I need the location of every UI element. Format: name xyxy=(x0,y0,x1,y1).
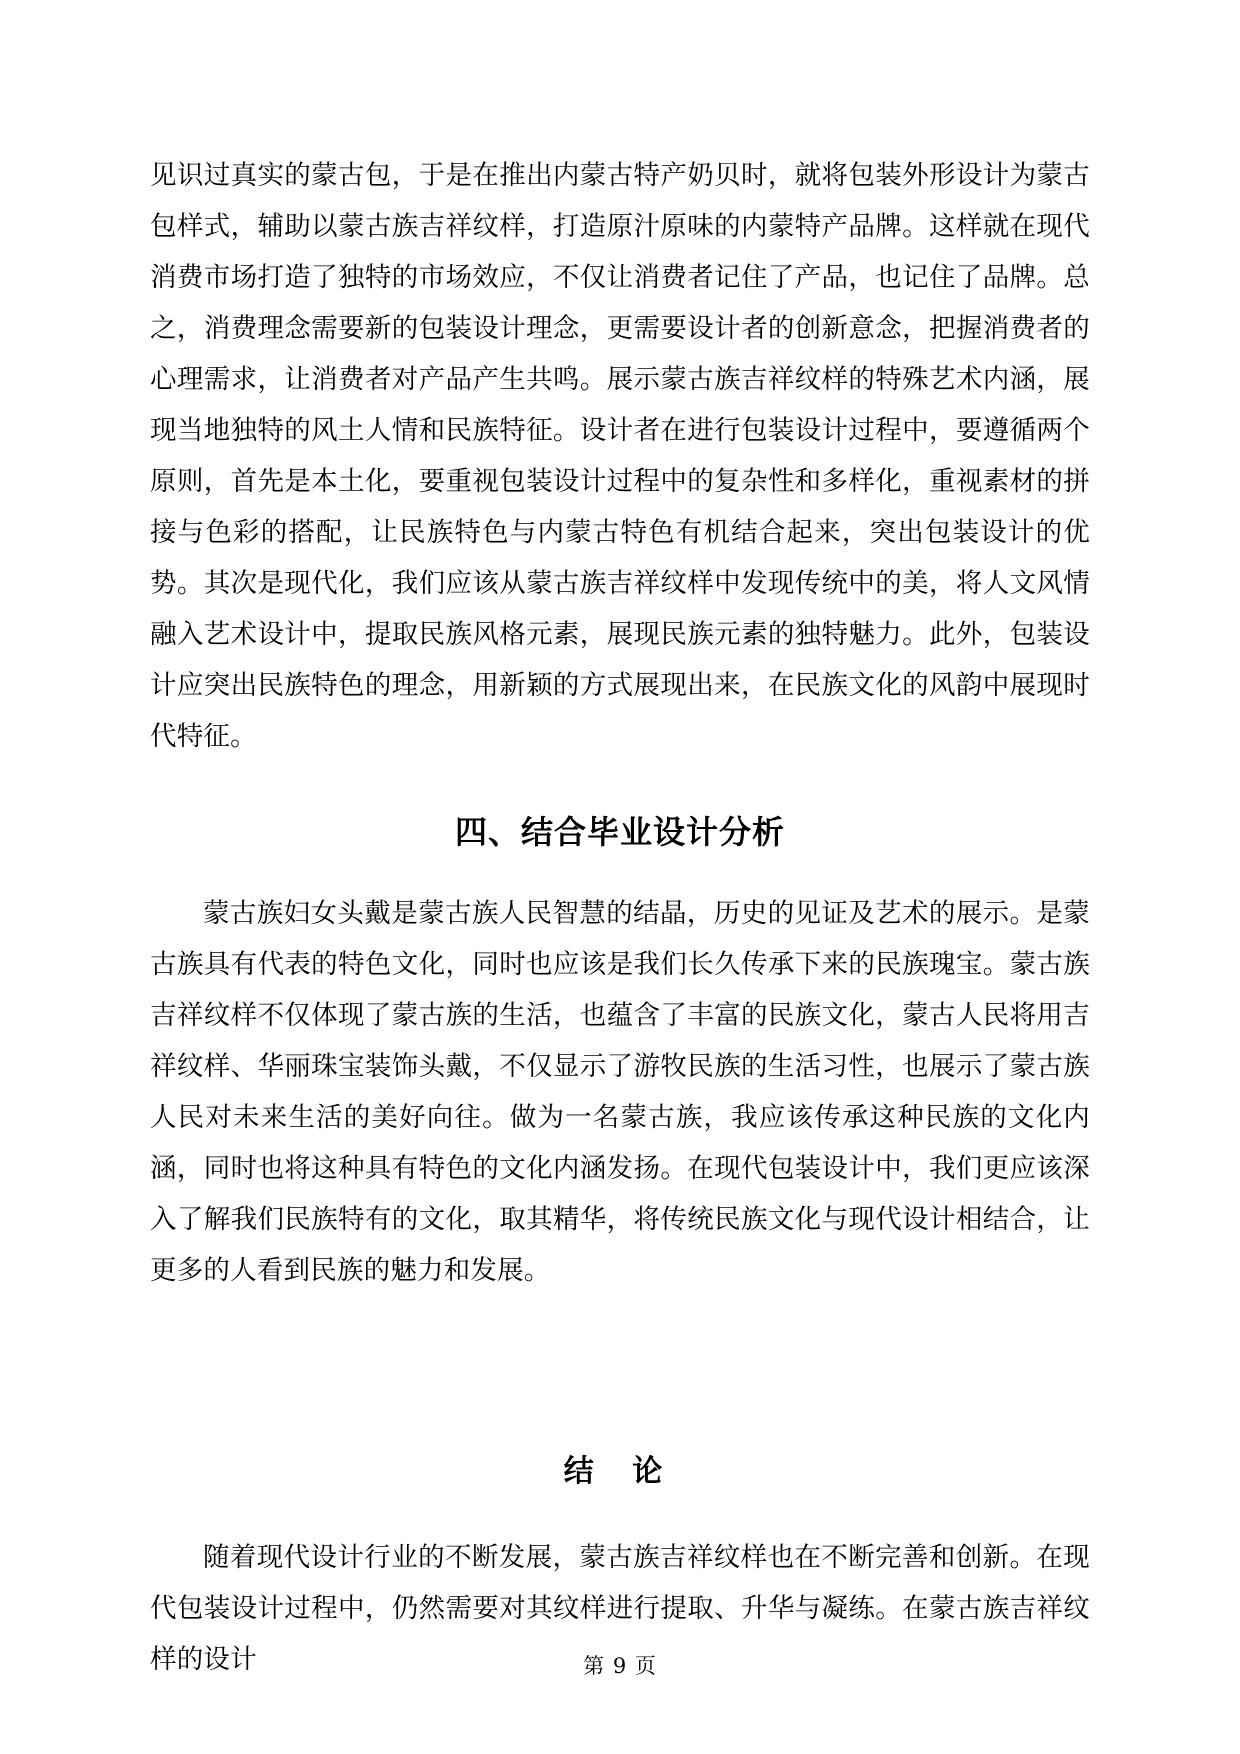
paragraph-continuation: 见识过真实的蒙古包，于是在推出内蒙古特产奶贝时，就将包装外形设计为蒙古包样式，辅助以蒙古族吉祥纹样，打造原汁原味的内蒙特产品牌。这样就在现代消费市场打造了独特的市场效应，不仅让消费者记住了产品，也记住了品牌。总之，消费理念需要新的包装设计理念，更需要设计者的创新意念，把握消费者的心理需求，让消费者对产品产生共鸣。展示蒙古族吉祥纹样的特殊艺术内涵，展现当地独特的风土人情和民族特征。设计者在进行包装设计过程中，要遵循两个原则，首先是本土化，要重视包装设计过程中的复杂性和多样化，重视素材的拼接与色彩的搭配，让民族特色与内蒙古特色有机结合起来，突出包装设计的优势。其次是现代化，我们应该从蒙古族吉祥纹样中发现传统中的美，将人文风情融入艺术设计中，提取民族风格元素，展现民族元素的独特魅力。此外，包装设计应突出民族特色的理念，用新颖的方式展现出来，在民族文化的风韵中展现时代特征。 xyxy=(150,160,1090,752)
conclusion-paragraph: 随着现代设计行业的不断发展，蒙古族吉祥纹样也在不断完善和创新。在现代包装设计过程中，仍然需要对其纹样进行提取、升华与凝练。在蒙古族吉祥纹样的设计 xyxy=(150,1542,1090,1675)
vertical-spacer xyxy=(150,1296,1090,1446)
section-paragraph: 蒙古族妇女头戴是蒙古族人民智慧的结晶，历史的见证及艺术的展示。是蒙古族具有代表的特色文化，同时也应该是我们长久传承下来的民族瑰宝。蒙古族吉祥纹样不仅体现了蒙古族的生活，也蕴含了丰富的民族文化，蒙古人民将用吉祥纹样、华丽珠宝装饰头戴，不仅显示了游牧民族的生活习性，也展示了蒙古族人民对未来生活的美好向往。做为一名蒙古族，我应该传承这种民族的文化内涵，同时也将这种具有特色的文化内涵发扬。在现代包装设计中，我们更应该深入了解我们民族特有的文化，取其精华，将传统民族文化与现代设计相结合，让更多的人看到民族的魅力和发展。 xyxy=(150,898,1090,1286)
page-footer: 第 9 页 xyxy=(583,1654,657,1678)
section-heading: 四、结合毕业设计分析 xyxy=(454,813,785,851)
conclusion-heading: 结 论 xyxy=(563,1454,677,1489)
vertical-spacer-small xyxy=(150,1498,1090,1532)
